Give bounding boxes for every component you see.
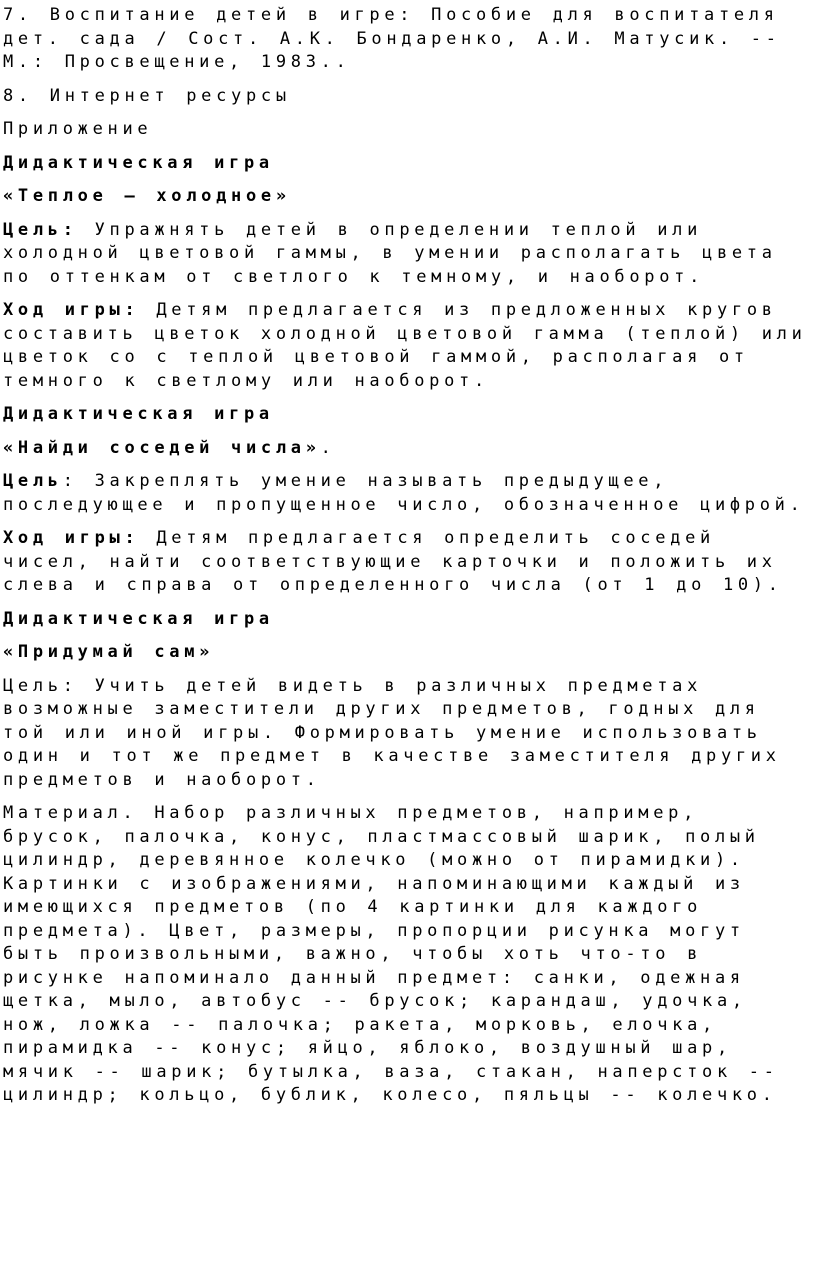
game-2-goal	[3, 470, 813, 517]
course-label: Ход игры:	[3, 528, 140, 548]
game-3-material: Материал. Набор различных предметов, например, брусок, палочка, конус, пластмассовый шарик, полый цилиндр, деревянное колечко (можно от пирамидки). Картинки с изображениями, напоминающими каждый из имеющихся предметов (по 4 картинки для каждого предмета). Цвет, размеры, пропорции рисунка могут быть произвольными, важно, чтобы хоть что-то в рисунке напоминало данный предмет: санки, одежная щетка, мыло, автобус -- брусок; карандаш, удочка, нож, ложка -- палочка; ракета, морковь, елочка, пирамидка -- конус; яйцо, яблоко, воздушный шар, мячик -- шарик; бутылка, ваза, стакан, наперсток -- цилиндр; кольцо, бублик, колесо, пяльцы -- колечко.	[3, 803, 779, 1105]
game-title: «Найди соседей числа»	[3, 437, 321, 458]
game-1-kind: Дидактическая игра	[3, 152, 274, 173]
game-2-kind: Дидактическая игра	[3, 404, 274, 424]
game-3-title: «Придумай сам»	[3, 642, 215, 662]
course-label: Ход игры:	[3, 300, 140, 320]
course-text: Детям предлагается определить соседей чисел, найти соответствующие карточки и положить их слева и справа от определенного числа (от 1 до 10).	[3, 528, 783, 595]
appendix-heading: Приложение	[3, 119, 153, 139]
goal-label: Цель	[3, 471, 63, 491]
game-1-title: «Теплое – холодное»	[3, 186, 291, 206]
game-title-suffix: .	[320, 437, 336, 458]
game-3-kind: Дидактическая игра	[3, 608, 274, 629]
goal-label: Цель:	[3, 219, 78, 240]
game-3-goal: Цель: Учить детей видеть в различных предметах возможные заместители других предметов, годных для той или иной игры. Формировать умение использовать один и тот же предмет в качестве заместителя других предметов и наоборот.	[3, 675, 781, 790]
game-1-goal	[3, 219, 813, 290]
document-page	[3, 4, 813, 1108]
goal-text: Упражнять детей в определении теплой или холодной цветовой гаммы, в умении располагать цвета по оттенкам от светлого к темному, и наоборот.	[3, 219, 777, 287]
game-2-title	[3, 437, 813, 461]
goal-text: : Закреплять умение называть предыдущее, последующее и пропущенное число, обозначенное цифрой.	[3, 471, 805, 515]
game-2-course	[3, 527, 813, 598]
reference-item-8: 8. Интернет ресурсы	[3, 85, 291, 106]
game-1-course	[3, 299, 813, 393]
reference-item-7: 7. Воспитание детей в игре: Пособие для воспитателя дет. сада / Сост. А.К. Бондаренко, А.И. Матусик. -- М.: Просвещение, 1983..	[3, 5, 781, 72]
course-text: Детям предлагается из предложенных кругов составить цветок холодной цветовой гамма (теплой) или цветок со с теплой цветовой гаммой, располагая от темного к светлому или наоборот.	[3, 300, 807, 391]
